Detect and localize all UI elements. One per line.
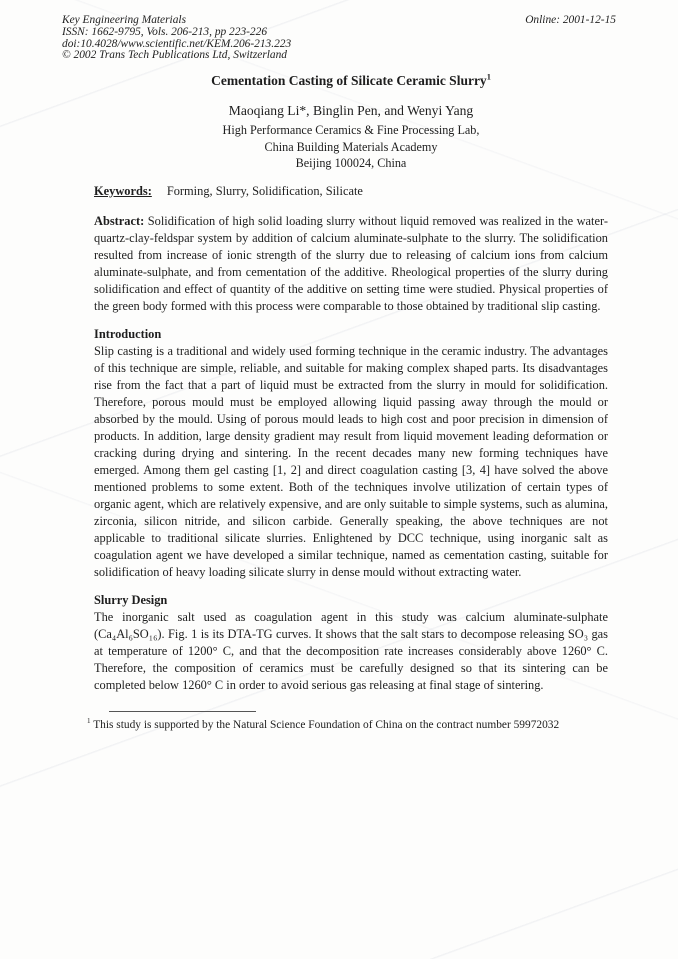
affiliation-line: High Performance Ceramics & Fine Processing Lab, bbox=[222, 123, 480, 137]
keywords-line bbox=[94, 183, 608, 200]
section-body-introduction: Slip casting is a traditional and widely used forming technique in the ceramic industry. The advantages of this technique are simple, reliable, and suitable for making complex shaped parts. Its disadvantages rise from the fact that a part of liquid must be extracted from the slurry in mould for solidification. Therefore, porous mould must be employed allowing liquid passing away through the mould or absorbed by the mould. Using of porous mould leads to high cost and poor precision in dimension of products. In addition, large density gradient may result from liquid movement leading deformation or cracking during drying and sintering. In the recent decades many new forming techniques have emerged. Among them gel casting [1, 2] and direct coagulation casting [3, 4] have solved the above mentioned problems to some extent. Both of the techniques involve utilization of certain types of organic agent, which are relatively expensive, and are only suitable to simple systems, such as alumina, zirconia, silicon nitride, and silicon carbide. Generally speaking, the above techniques are not applicable to traditional silicate slurries. Enlightened by DCC technique, using inorganic salt as coagulation agent we have developed a similar technique, named as cementation casting, suitable for solidification of heavy loading silicate slurry in dense mould without extracting water. bbox=[94, 343, 608, 579]
page-title bbox=[94, 72, 608, 89]
section-heading-introduction: Introduction bbox=[94, 326, 162, 341]
abstract-label: Abstract: bbox=[94, 213, 145, 228]
section-body-slurry-design: The inorganic salt used as coagulation agent in this study was calcium aluminate-sulphate (Ca₄Al₆SO₁₆). Fig. 1 is its DTA-TG curves. It shows that the salt stars to decompose releasing SO₃ gas at temperature of 1200° C, and that the decomposition rate increases considerably above 1260° C. Therefore, the composition of ceramics must be carefully designed so that its sintering can be completed below 1260° C in order to avoid serious gas releasing at final stage of sintering. bbox=[94, 609, 608, 692]
authors-line: Maoqiang Li*, Binglin Pen, and Wenyi Yang bbox=[228, 103, 474, 118]
keywords-text: Forming, Slurry, Solidification, Silicate bbox=[166, 183, 363, 198]
section-heading-slurry-design: Slurry Design bbox=[94, 592, 168, 607]
footnote-line bbox=[87, 718, 608, 733]
keywords-label: Keywords: bbox=[94, 183, 152, 198]
footnote-block bbox=[87, 711, 608, 733]
online-date: Online: 2001-12-15 bbox=[525, 14, 616, 26]
article-body bbox=[87, 0, 608, 733]
issn-line: ISSN: 1662-9795, Vols. 206-213, pp 223-226 bbox=[62, 25, 268, 38]
affiliation-line: China Building Materials Academy bbox=[264, 139, 438, 154]
doi-line: doi:10.4028/www.scientific.net/KEM.206-213.223 bbox=[62, 37, 292, 50]
title-footnote-marker: 1 bbox=[486, 72, 491, 82]
footnote-separator-rule bbox=[109, 711, 256, 712]
copyright-line: © 2002 Trans Tech Publications Ltd, Switzerland bbox=[62, 49, 287, 62]
title-text: Cementation Casting of Silicate Ceramic Slurry bbox=[211, 73, 487, 88]
journal-name: Key Engineering Materials bbox=[62, 14, 187, 26]
affiliation-line: Beijing 100024, China bbox=[295, 156, 407, 170]
affiliation-block bbox=[94, 122, 608, 172]
footnote-text: This study is supported by the Natural Science Foundation of China on the contract number 59972032 bbox=[93, 718, 560, 731]
footnote-marker: 1 bbox=[87, 716, 91, 725]
abstract-text: Solidification of high solid loading slurry without liquid removed was realized in the water-quartz-clay-feldspar system by addition of calcium aluminate-sulphate to the slurry. The solidification resulted from increase of ionic strength of the slurry due to releasing of calcium ions from calcium aluminate-sulphate, and from cementation of the additive. Rheological properties of the slurry during solidification and effect of quantity of the additive on setting time were studied. Physical properties of the green body formed with this process were comparable to those obtained by traditional slip casting. bbox=[94, 213, 608, 313]
abstract-paragraph bbox=[94, 213, 608, 315]
